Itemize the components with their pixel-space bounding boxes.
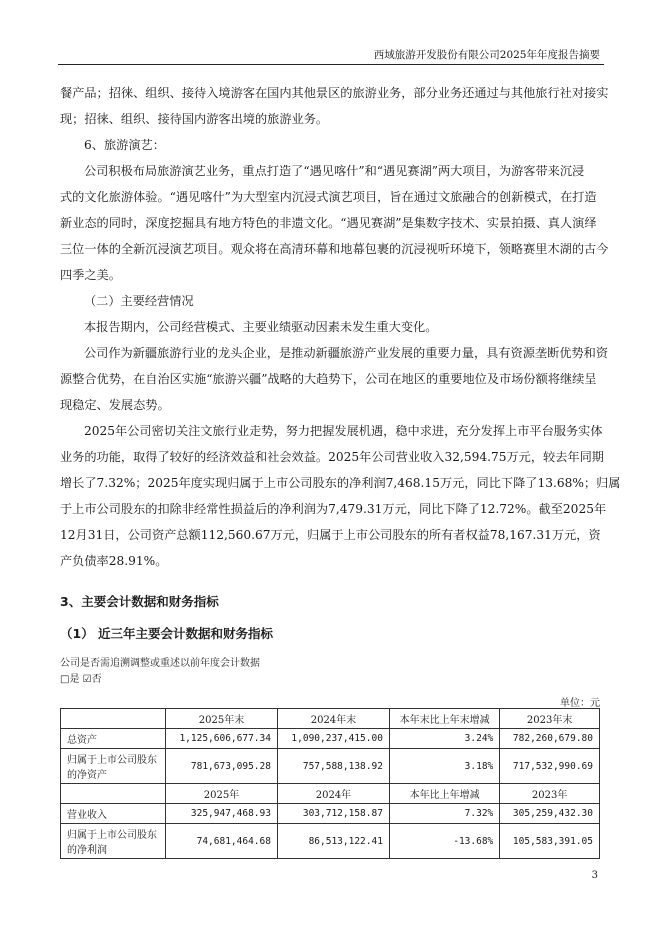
table-row [61, 729, 600, 749]
table-row [61, 804, 600, 824]
table-header-row [61, 784, 600, 804]
paragraph-line: 现；招徕、组织、接待国内游客出境的旅游业务。 [60, 112, 329, 126]
paragraph-line: 源整合优势，在自治区实施“旅游兴疆”战略的大趋势下，公司在地区的重要地位及市场份额将继续呈 [60, 372, 597, 386]
table-cell: 74,681,464.68 [166, 824, 278, 859]
paragraph-line: 四季之美。 [60, 268, 121, 282]
table-header-cell: 2023年 [500, 784, 600, 804]
paragraph-line: 增长了7.32%；2025年度实现归属于上市公司股东的净利润7,468.15万元，同比下降了13.68%；归属 [60, 476, 621, 490]
paragraph-line: 现稳定、发展态势。 [60, 398, 170, 412]
table-cell: 1,125,606,677.34 [166, 729, 278, 749]
restatement-question: 公司是否需追溯调整或重述以前年度会计数据 [60, 658, 260, 669]
paragraph-line: 业务的功能，取得了较好的经济效益和社会效益。2025年公司营业收入32,594.75万元，较去年同期 [60, 450, 604, 464]
unit-label: 单位：元 [560, 698, 600, 709]
paragraph-line: 三位一体的全新沉浸演艺项目。观众将在高清环幕和地幕包裹的沉浸视听环境下，领略赛里木湖的古今 [60, 242, 609, 256]
paragraph-line: 新业态的同时，深度挖掘具有地方特色的非遗文化。“遇见赛湖”是集数字技术、实景拍摄、真人演绎 [60, 216, 597, 230]
paragraph-line: 12月31日，公司资产总额112,560.67万元，归属于上市公司股东的所有者权益78,167.31万元，资 [60, 528, 601, 542]
report-header: 西域旅游开发股份有限公司2025年年度报告摘要 [373, 49, 600, 61]
table-header-cell: 2025年 [166, 784, 278, 804]
paragraph-line: 2025年公司密切关注文旅行业走势，努力把握发展机遇，稳中求进，充分发挥上市平台服务实体 [84, 424, 603, 438]
table-cell: 325,947,468.93 [166, 804, 278, 824]
row-label: 归属于上市公司股东的净利润 [61, 824, 166, 859]
paragraph-line: 公司积极布局旅游演艺业务，重点打造了“遇见喀什”和“遇见赛湖”两大项目，为游客带来沉浸 [84, 164, 585, 178]
table-cell: -13.68% [389, 824, 499, 859]
row-label: 总资产 [61, 729, 166, 749]
paragraph-line: 产负债率28.91%。 [60, 554, 168, 568]
paragraph-line: 式的文化旅游体验。“遇见喀什”为大型室内沉浸式演艺项目，旨在通过文旅融合的创新模式，在打造 [60, 190, 597, 204]
financial-table [60, 708, 600, 859]
table-cell: 86,513,122.41 [277, 824, 389, 859]
table-header-cell: 2025年末 [166, 709, 278, 729]
section-6-heading: 6、旅游演艺： [84, 138, 165, 152]
table-row [61, 749, 600, 784]
table-header-cell: 2024年末 [277, 709, 389, 729]
table-header-cell: 本年末比上年末增减 [389, 709, 499, 729]
paragraph-line: 公司作为新疆旅游行业的龙头企业，是推动新疆旅游产业发展的重要力量，具有资源垄断优势和资 [84, 346, 609, 360]
restatement-answer: □是 ☑否 [60, 674, 102, 685]
paragraph-line: 餐产品；招徕、组织、接待入境游客在国内其他景区的旅游业务，部分业务还通过与其他旅行社对接实 [60, 86, 609, 100]
paragraph-line: 本报告期内，公司经营模式、主要业绩驱动因素未发生重大变化。 [84, 320, 438, 334]
table-cell: 105,583,391.05 [500, 824, 600, 859]
table-cell: 717,532,990.69 [500, 749, 600, 784]
table-cell: 7.32% [389, 804, 499, 824]
table-cell [61, 709, 166, 729]
page-number: 3 [591, 870, 598, 881]
table-header-row [61, 709, 600, 729]
table-cell: 305,259,432.30 [500, 804, 600, 824]
table-header-cell: 2023年末 [500, 709, 600, 729]
table-header-cell: 2024年 [277, 784, 389, 804]
table-cell: 303,712,158.87 [277, 804, 389, 824]
row-label: 归属于上市公司股东的净资产 [61, 749, 166, 784]
table-cell [61, 784, 166, 804]
table-cell: 781,673,095.28 [166, 749, 278, 784]
table-cell: 1,090,237,415.00 [277, 729, 389, 749]
subsection-heading: （二）主要经营情况 [84, 294, 194, 308]
subsection-1-heading: （1） 近三年主要会计数据和财务指标 [60, 626, 274, 641]
table-cell: 3.24% [389, 729, 499, 749]
row-label: 营业收入 [61, 804, 166, 824]
table-cell: 757,588,138.92 [277, 749, 389, 784]
section-3-heading: 3、主要会计数据和财务指标 [60, 594, 219, 609]
table-header-cell: 本年比上年增减 [389, 784, 499, 804]
table-cell: 3.18% [389, 749, 499, 784]
table-row [61, 824, 600, 859]
paragraph-line: 于上市公司股东的扣除非经常性损益后的净利润为7,479.31万元，同比下降了12.72%。截至2025年 [60, 502, 607, 516]
header-divider [58, 64, 604, 65]
table-cell: 782,260,679.80 [500, 729, 600, 749]
